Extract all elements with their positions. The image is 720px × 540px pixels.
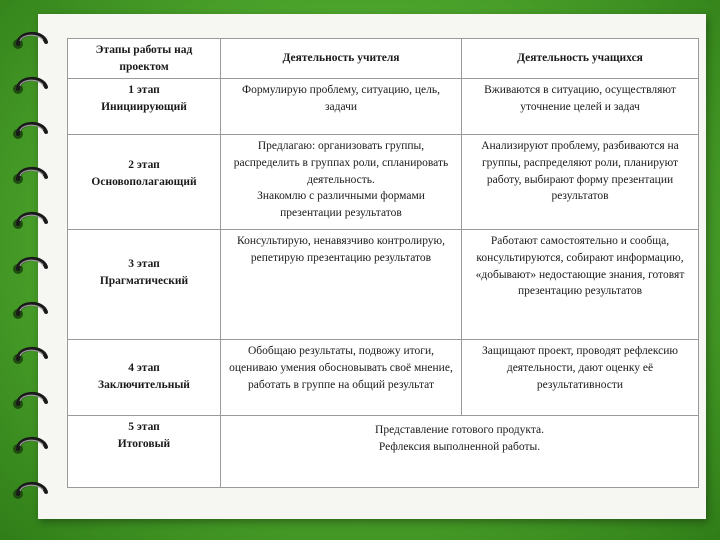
stage-cell xyxy=(68,135,221,230)
stage-name: Итоговый xyxy=(117,438,171,451)
stage-number: 1 этап xyxy=(128,84,160,97)
table-row xyxy=(68,416,699,488)
teacher-activity-extra: Знакомлю с различными формами презентации результатов xyxy=(257,190,425,220)
binding-ring-icon xyxy=(8,435,50,461)
stage-name: Прагматический xyxy=(99,275,189,288)
binding-ring-icon xyxy=(8,390,50,416)
binding-ring-icon xyxy=(8,255,50,281)
binding-ring-icon xyxy=(8,300,50,326)
final-stage-merged-cell xyxy=(221,416,699,488)
binding-ring-icon xyxy=(8,120,50,146)
student-activity-cell: Работают самостоятельно и сообща, консультируются, собирают информацию, «добывают» недостающие знания, готовят презентацию результатов xyxy=(462,230,699,340)
binding-ring-icon xyxy=(8,210,50,236)
header-student-activity: Деятельность учащихся xyxy=(462,39,699,79)
table-header-row xyxy=(68,39,699,79)
final-stage-line: Рефлексия выполненной работы. xyxy=(378,441,541,454)
stage-name: Инициирующий xyxy=(101,101,187,114)
stage-cell xyxy=(68,230,221,340)
binding-ring-icon xyxy=(8,75,50,101)
binding-ring-icon xyxy=(8,345,50,371)
teacher-activity-cell: Формулирую проблему, ситуацию, цель, задачи xyxy=(221,79,462,135)
table-row xyxy=(68,340,699,416)
stage-name: Заключительный xyxy=(98,379,190,392)
stage-number: 4 этап xyxy=(128,362,160,375)
stage-cell xyxy=(68,416,221,488)
stage-cell xyxy=(68,79,221,135)
table-row xyxy=(68,230,699,340)
binding-ring-icon xyxy=(8,165,50,191)
header-teacher-activity: Деятельность учителя xyxy=(221,39,462,79)
binding-ring-icon xyxy=(8,480,50,506)
stage-name: Основополагающий xyxy=(91,176,197,189)
stage-number: 3 этап xyxy=(128,258,160,271)
table-row xyxy=(68,135,699,230)
table-row xyxy=(68,79,699,135)
teacher-activity-cell: Обобщаю результаты, подвожу итоги, оцениваю умения обосновывать своё мнение, работать в группе на общий результат xyxy=(221,340,462,416)
final-stage-line: Представление готового продукта. xyxy=(375,424,544,437)
student-activity-cell: Анализируют проблему, разбиваются на группы, распределяют роли, планируют работу, выбирают форму презентации результатов xyxy=(462,135,699,230)
stage-number: 5 этап xyxy=(128,421,160,434)
student-activity-cell: Защищают проект, проводят рефлексию деятельности, дают оценку её результативности xyxy=(462,340,699,416)
binding-ring-icon xyxy=(8,30,50,56)
teacher-activity-text: Предлагаю: организовать группы, распределить в группах роли, спланировать деятельность. xyxy=(233,140,449,186)
project-stages-table xyxy=(67,38,699,488)
stage-cell xyxy=(68,340,221,416)
teacher-activity-cell xyxy=(221,135,462,230)
teacher-activity-cell: Консультирую, ненавязчиво контролирую, репетирую презентацию результатов xyxy=(221,230,462,340)
stage-number: 2 этап xyxy=(128,159,160,172)
student-activity-cell: Вживаются в ситуацию, осуществляют уточнение целей и задач xyxy=(462,79,699,135)
header-stages: Этапы работы над проектом xyxy=(68,39,221,79)
